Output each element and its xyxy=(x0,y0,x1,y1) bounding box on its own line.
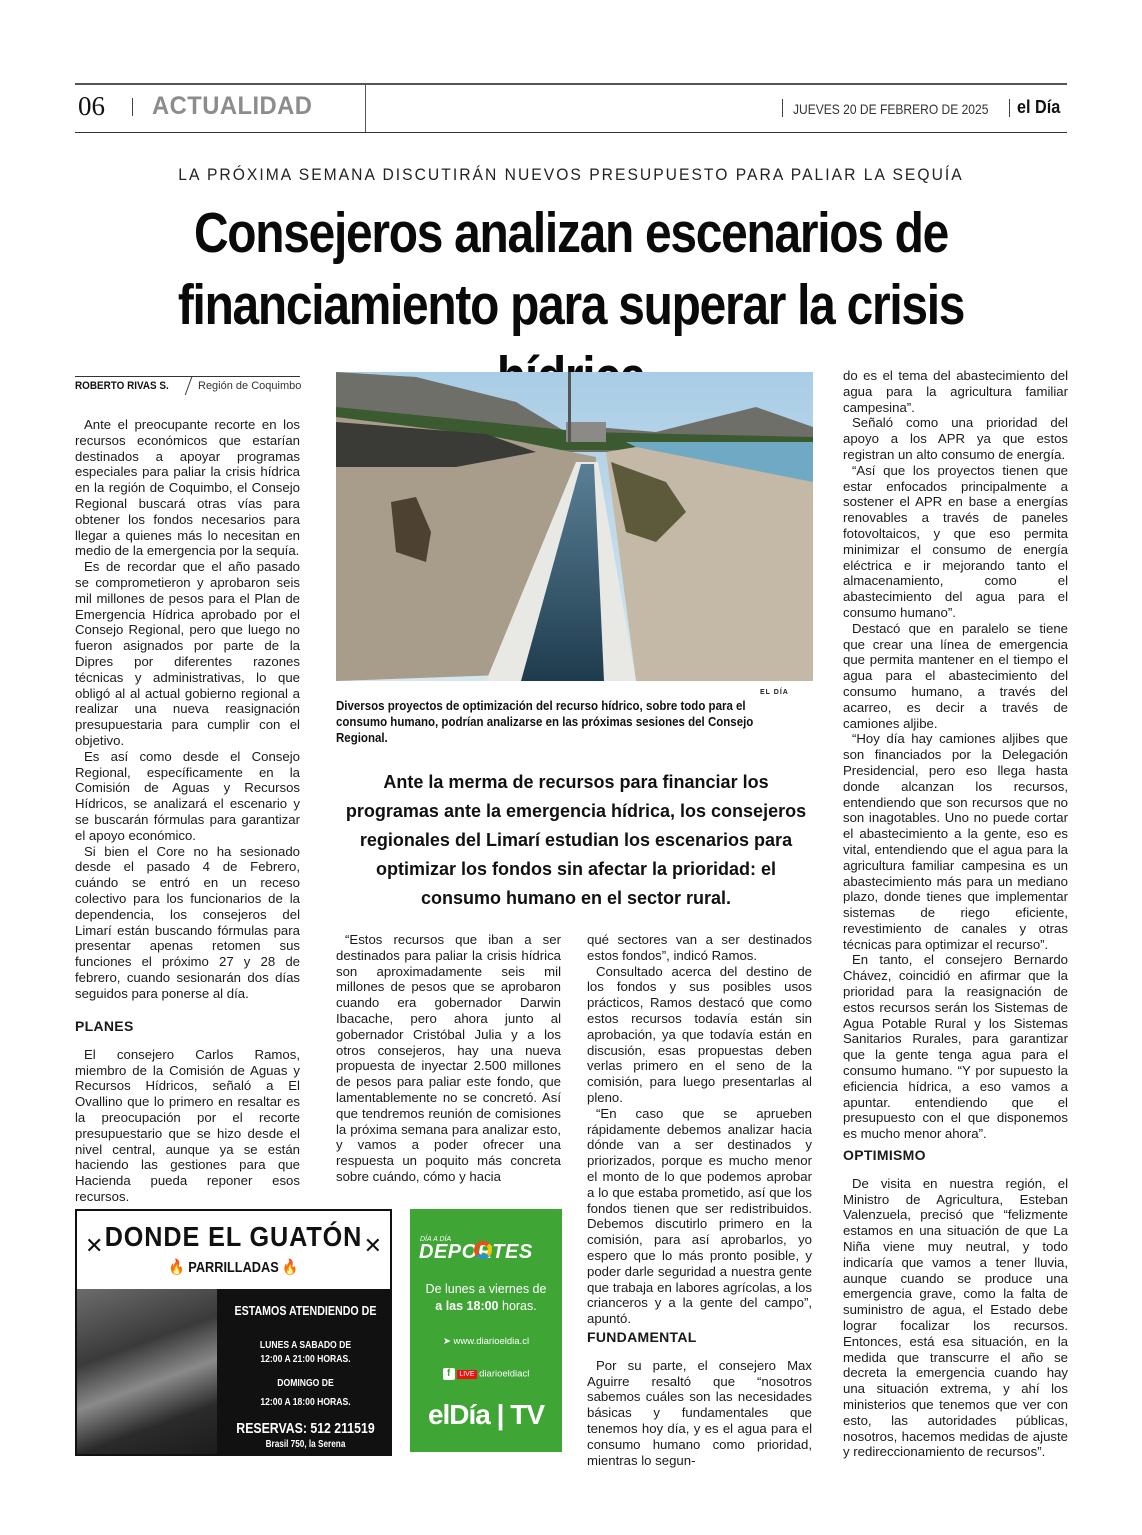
byline-region: Región de Coquimbo xyxy=(198,380,302,392)
article-kicker: LA PRÓXIMA SEMANA DISCUTIRÁN NUEVOS PRESUPUESTO PARA PALIAR LA SEQUÍA xyxy=(178,165,964,184)
tv-program-ad[interactable] xyxy=(410,1209,562,1452)
facebook-icon: f xyxy=(443,1368,455,1380)
page-number: 06 xyxy=(78,91,105,121)
article-column-1 xyxy=(75,417,300,1001)
separator xyxy=(132,98,133,116)
pull-quote: Ante la merma de recursos para financiar los programas ante la emergencia hídrica, los consejeros regionales del Limarí estudian los escenarios para optimizar los fondos sin afectar la prioridad: el consumo humano en el sector rural. xyxy=(345,772,807,908)
ad-brand: elDía | TV xyxy=(427,1399,545,1430)
ad-facebook-handle[interactable]: diarioeldiacl xyxy=(479,1368,530,1380)
ad-reservations: RESERVAS: 512 211519 xyxy=(236,1420,375,1437)
cursor-icon: ➤ xyxy=(442,1336,451,1347)
paragraph: Por su parte, el consejero Max Aguirre resaltó que “nosotros sabemos cuáles son las necesidades básicas y fundamentales que tenemos hoy día, y es el agua para el consumo humano como prioridad, mientras lo segun- xyxy=(587,1357,812,1468)
ad-weekdays-hours: 12:00 A 21:00 HORAS. xyxy=(260,1353,351,1365)
subhead-optimismo: OPTIMISMO xyxy=(843,1147,926,1163)
ad-website[interactable] xyxy=(410,1336,562,1347)
article-column-1-planes xyxy=(75,1001,300,1205)
article-column-3 xyxy=(587,932,812,1327)
header-divider xyxy=(365,84,366,133)
separator xyxy=(1009,99,1010,117)
restaurant-ad[interactable] xyxy=(75,1209,392,1456)
ad-schedule-line2 xyxy=(410,1299,562,1313)
paragraph: Ante el preocupante recorte en los recursos económicos que estarían destinados a apoyar programas especiales para paliar la crisis hídrica en la región de Coquimbo, el Consejo Regional buscará otras vías para obtener los fondos necesarios para llegar a quienes más lo necesitan en medio de la emergencia por la sequía. xyxy=(75,417,300,559)
article-column-4 xyxy=(843,368,1068,1142)
paragraph: De visita en nuestra región, el Ministro de Agricultura, Esteban Valenzuela, precisó que “felizmente estamos en una situación de que La Niña viene muy neutral, y todo indicaría que vamos a tener lluvia, aunque cuando se produce una emergencia grave, como la falta de suministro de agua, el Estado debe lograr focalizar los recursos. Entonces, está esa situación, en la medida que transcurre el año se decreta la emergencia cuando hay una situación extrema, y ahí los ministerios que tenemos que ver con esto, las autoridades públicas, nosotros, hacemos medidas de ajuste y redireccionamiento de recursos”. xyxy=(843,1175,1068,1460)
paragraph: qué sectores van a ser destinados estos fondos”, indicó Ramos. xyxy=(587,932,812,963)
ad-intro: ESTAMOS ATENDIENDO DE xyxy=(234,1303,377,1318)
ad-facebook[interactable] xyxy=(410,1368,562,1380)
live-badge: LIVE xyxy=(459,1370,475,1378)
paragraph: En tanto, el consejero Bernardo Chávez, coincidió en afirmar que la prioridad para la reasignación de estos recursos serán los Sistemas de Agua Potable Rural y los Sistemas Sanitarios Rurales, para garantizar que la gente tenga agua para el consumo humano. “Y por supuesto la eficiencia hídrica, a eso vamos a apuntar. entendiendo que el presupuesto con el que disponemos es mucho menor ahora”. xyxy=(843,952,1068,1142)
paragraph: do es el tema del abastecimiento del agua para la agricultura familiar campesina”. xyxy=(843,368,1068,415)
paragraph: Es de recordar que el año pasado se comprometieron y aprobaron seis mil millones de pesos para el Plan de Emergencia Hídrica aprobado por el Consejo Regional, pero que luego no fueron asignados por parte de la Dipres por diferentes razones técnicas y administrativas, lo que obligó al al actual gobierno regional a realizar una nueva reasignación presupuestaria para cumplir con el objetivo. xyxy=(75,559,300,748)
canal-photo xyxy=(336,372,813,681)
flame-icon: 🔥 xyxy=(168,1259,185,1276)
article-column-3-fundamental xyxy=(587,1330,812,1468)
header-rule-bottom xyxy=(75,132,1067,133)
photo-credit: EL DÍA xyxy=(760,689,789,696)
ad-sunday: DOMINGO DE xyxy=(277,1377,334,1389)
ad-address: Brasil 750, la Serena xyxy=(265,1439,346,1450)
subhead-planes: PLANES xyxy=(75,1018,134,1034)
paragraph: Destacó que en paralelo se tiene que crear una línea de emergencia que permita mantener en el tiempo el agua para el abastecimiento del consumo humano, a través del acarreo, es decir a través de camiones aljibe. xyxy=(843,620,1068,731)
subhead-fundamental: FUNDAMENTAL xyxy=(587,1329,697,1345)
article-photo xyxy=(336,372,813,681)
ad-weekdays: LUNES A SABADO DE xyxy=(259,1339,352,1351)
section-label: ACTUALIDAD xyxy=(152,92,313,120)
separator xyxy=(782,99,783,117)
paragraph: “Estos recursos que iban a ser destinados para paliar la crisis hídrica son aproximadamente seis mil millones de pesos que se aprobaron cuando era gobernador Darwin Ibacache, pero ahora junto al gobernador Cristóbal Julia y a los otros consejeros, hay una nueva propuesta de inyectar 2.500 millones de pesos para paliar este fondo, que lamentablemente no se concretó. Así que tendremos reunión de comisiones la próxima semana para analizar esto, y vamos a poder ofrecer una respuesta un poquito más concreta sobre cuándo, cómo y hacia xyxy=(336,932,561,1184)
flame-icon: 🔥 xyxy=(282,1259,299,1276)
ad-schedule-rest: horas. xyxy=(498,1299,537,1313)
article-column-2 xyxy=(336,932,561,1185)
paragraph: “En caso que se aprueben rápidamente debemos analizar hacia dónde van a ser destinados y priorizados, porque es mucho menor el monto de lo que podemos aprobar a lo que estaba prometido, así que los fondos tienen que ser redistribuidos. Debemos discutirlo primero en la comisión, para así aprobarlos, yo espero que lo más pronto posible, y poder darle seguridad a nuestra gente que trabaja en labores agrícolas, a los crianceros y a la gente del campo”, apuntó. xyxy=(587,1105,812,1327)
grilled-meat-photo xyxy=(77,1289,217,1456)
color-ring-icon xyxy=(474,1241,492,1259)
ad-tagline: DÍA A DÍA xyxy=(420,1236,452,1243)
restaurant-subtitle-text: PARRILLADAS xyxy=(188,1259,279,1276)
restaurant-name: DONDE EL GUATÓN xyxy=(104,1221,363,1252)
paragraph: Es así como desde el Consejo Regional, específicamente en la Comisión de Aguas y Recursos Hídricos, se analizará el escenario y se buscarán fórmulas para garantizar el apoyo económico. xyxy=(75,748,300,843)
photo-caption: Diversos proyectos de optimización del recurso hídrico, sobre todo para el consumo humano, podrían analizarse en las próximas sesiones del Consejo Regional. xyxy=(336,699,754,745)
ad-program-name: DEPORTES xyxy=(419,1241,533,1263)
paragraph: “Hoy día hay camiones aljibes que son financiados por la Delegación Presidencial, pero eso llega hasta donde alcanzan los recursos, entendiendo que son recursos que no son inagotables. Uno no puede cortar el abastecimiento a la gente, eso es vital, entendiendo que el agua para la agricultura familiar campesina es un abastecimiento más para un mediano plazo, donde tienes que implementar sistemas de riego eficiente, revestimiento de canales y otras técnicas para optimizar el recurso”. xyxy=(843,731,1068,952)
byline-rule xyxy=(75,376,300,377)
ad-sunday-hours: 12:00 A 18:00 HORAS. xyxy=(260,1396,351,1408)
ad-website-text[interactable]: www.diarioeldia.cl xyxy=(453,1336,530,1347)
publication-logo: el Día xyxy=(1017,97,1061,117)
paragraph: El consejero Carlos Ramos, miembro de la Comisión de Aguas y Recursos Hídricos, señaló a El Ovallino que lo primero en resaltar es la preocupación por el recorte presupuestario que se hizo desde el nivel central, aunque ya se están haciendo las gestiones para que Hacienda pueda reponer esos recursos. xyxy=(75,1046,300,1204)
ad-schedule-time: a las 18:00 xyxy=(435,1299,499,1313)
header-rule-top xyxy=(75,83,1067,85)
byline-author: ROBERTO RIVAS S. xyxy=(75,380,169,392)
restaurant-subtitle xyxy=(100,1258,366,1276)
crossed-utensils-icon: ✕ xyxy=(85,1233,104,1258)
article-headline: Consejeros analizan escenarios de financiamiento para superar la crisis xyxy=(177,201,965,337)
paragraph: “Así que los proyectos tienen que estar enfocados principalmente a sostener el APR en base a energías renovables a través de paneles fotovoltaicos, y que eso permita minimizar el consumo de energía eléctrica e ir mejorando tanto el almacenamiento, como el abastecimiento del agua para el consumo humano”. xyxy=(843,462,1068,620)
issue-date: JUEVES 20 DE FEBRERO DE 2025 xyxy=(793,101,989,117)
crossed-utensils-icon: ✕ xyxy=(363,1233,382,1258)
paragraph: Consultado acerca del destino de los fondos y sus posibles usos prácticos, Ramos destacó que como estos recursos todavía están sin aprobación, ya que todavía están en discusión, esas propuestas deben verlas primero en el seno de la comisión, para luego presentarlas al pleno. xyxy=(587,963,812,1105)
paragraph: Si bien el Core no ha sesionado desde el pasado 4 de Febrero, cuándo se entró en un receso colectivo para los funcionarios de la dependencia, los consejeros del Limarí están buscando fórmulas para presentar apenas retomen sus funciones el próximo 27 y 28 de febrero, cuando sesionarán dos días seguidos para ponerse al día. xyxy=(75,843,300,1001)
ad-schedule-line1: De lunes a viernes de xyxy=(425,1282,547,1296)
paragraph: Señaló como una prioridad del apoyo a los APR ya que estos registran un alto consumo de energía. xyxy=(843,415,1068,462)
article-column-4-optimismo xyxy=(843,1148,1068,1460)
